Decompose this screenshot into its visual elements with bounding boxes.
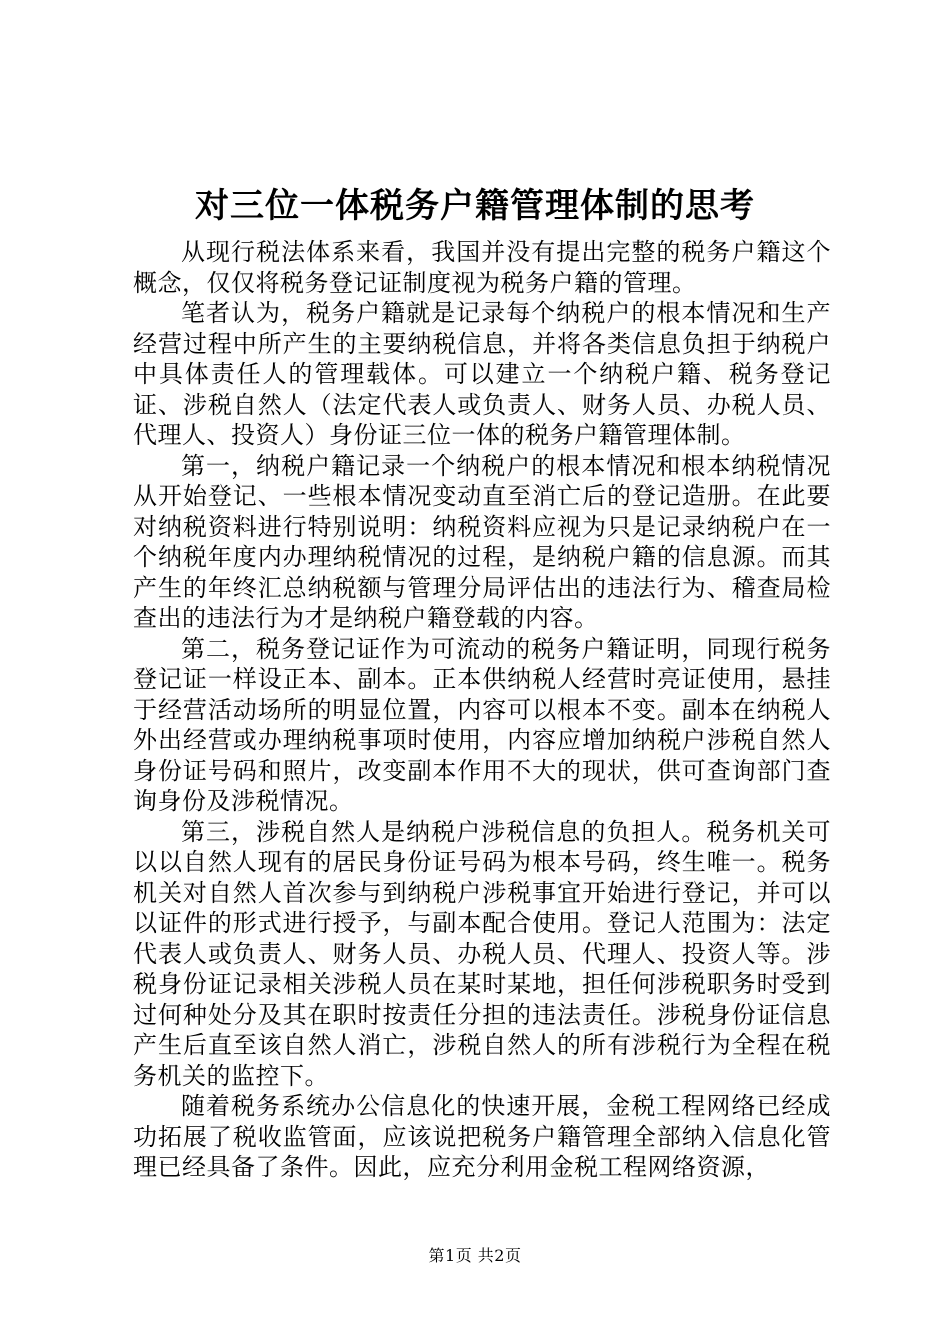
paragraph: 第二，税务登记证作为可流动的税务户籍证明，同现行税务登记证一样设正本、副本。正本供纳税人经营时亮证使用，悬挂于经营活动场所的明显位置，内容可以根本不变。副本在纳税人外出经营或办理纳税事项时使用，内容应增加纳税户涉税自然人身份证号码和照片，改变副本作用不大的现状，供可查询部门查询身份及涉税情况。 [133,634,831,815]
paragraph: 第一，纳税户籍记录一个纳税户的根本情况和根本纳税情况从开始登记、一些根本情况变动直至消亡后的登记造册。在此要对纳税资料进行特别说明：纳税资料应视为只是记录纳税户在一个纳税年度内办理纳税情况的过程，是纳税户籍的信息源。而其产生的年终汇总纳税额与管理分局评估出的违法行为、稽查局检查出的违法行为才是纳税户籍登载的内容。 [133,451,831,632]
paragraph: 笔者认为，税务户籍就是记录每个纳税户的根本情况和生产经营过程中所产生的主要纳税信息，并将各类信息负担于纳税户中具体责任人的管理载体。可以建立一个纳税户籍、税务登记证、涉税自然人（法定代表人或负责人、财务人员、办税人员、代理人、投资人）身份证三位一体的税务户籍管理体制。 [133,299,831,449]
document-body [133,237,831,1183]
paragraph: 从现行税法体系来看，我国并没有提出完整的税务户籍这个概念，仅仅将税务登记证制度视为税务户籍的管理。 [133,238,831,297]
paragraph: 随着税务系统办公信息化的快速开展，金税工程网络已经成功拓展了税收监管面，应该说把税务户籍管理全部纳入信息化管理已经具备了条件。因此，应充分利用金税工程网络资源， [133,1092,831,1181]
paragraph: 第三，涉税自然人是纳税户涉税信息的负担人。税务机关可以以自然人现有的居民身份证号码为根本号码，终生唯一。税务机关对自然人首次参与到纳税户涉税事宜开始进行登记，并可以以证件的形式进行授予，与副本配合使用。登记人范围为：法定代表人或负责人、财务人员、办税人员、代理人、投资人等。涉税身份证记录相关涉税人员在某时某地，担任何涉税职务时受到过何种处分及其在职时按责任分担的违法责任。涉税身份证信息产生后直至该自然人消亡，涉税自然人的所有涉税行为全程在税务机关的监控下。 [133,817,831,1090]
document-title: 对三位一体税务户籍管理体制的思考 [195,186,755,226]
page-footer: 第1页 共2页 [428,1246,522,1265]
